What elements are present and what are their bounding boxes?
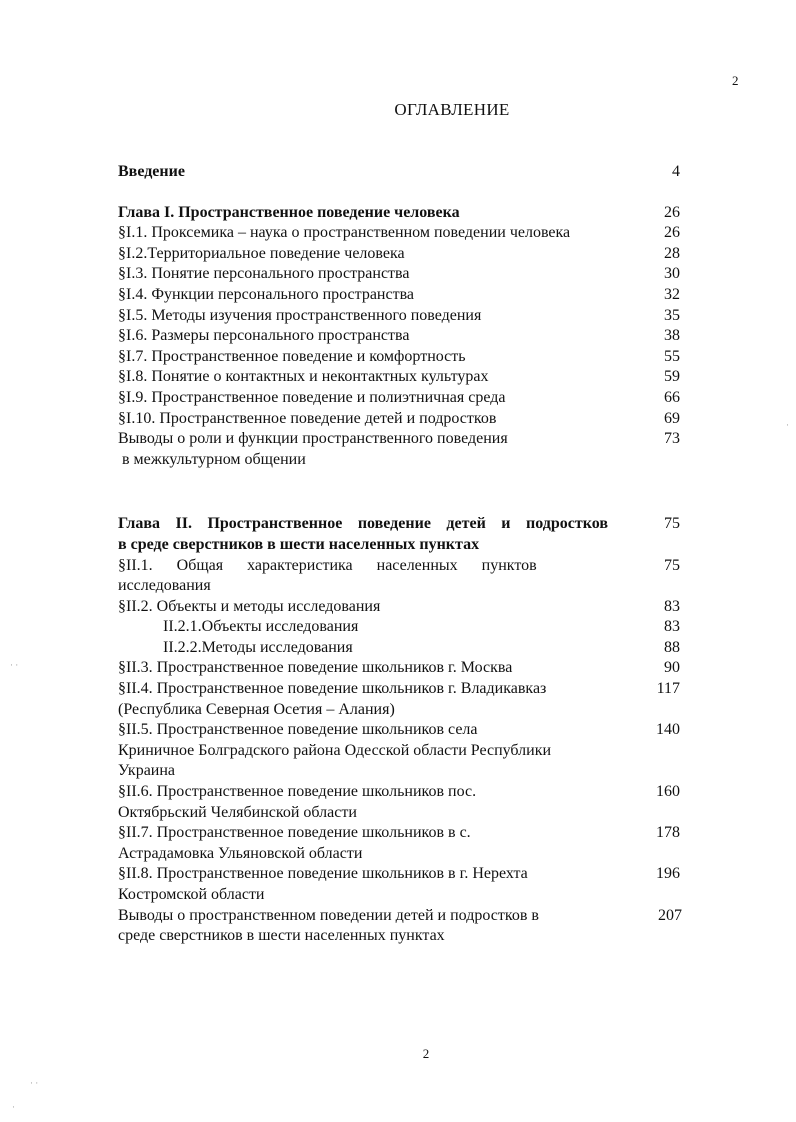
toc-entry-title: §I.4. Функции персонального пространства (118, 285, 415, 303)
toc-entry-page: 90 (664, 659, 680, 677)
toc-entry[interactable] (118, 597, 684, 618)
toc-entry-title: §I.8. Понятие о контактных и неконтактных культурах (118, 368, 489, 386)
toc-entry-title: §I.1. Проксемика – наука о пространственном поведении человека (118, 224, 571, 242)
toc-line: §II.7. Пространственное поведение школьников в с. (118, 824, 471, 842)
scan-speck: · (786, 420, 789, 430)
toc-entry-title: II.2.2.Методы исследования (163, 638, 353, 656)
toc-entry-page: 75 (664, 515, 680, 533)
toc-line: Костромской области (118, 886, 265, 903)
toc-entry[interactable] (118, 679, 684, 720)
toc-line: §II.5. Пространственное поведение школьников села (118, 721, 478, 739)
toc-line: Выводы о пространственном поведении детей и подростков в (118, 906, 539, 924)
toc-heading: ОГЛАВЛЕНИЕ (394, 100, 510, 119)
toc-entry[interactable] (118, 782, 684, 823)
toc-entry-page: 207 (658, 906, 682, 924)
toc-entry-page: 196 (656, 865, 680, 883)
toc-line: в межкультурном общении (118, 450, 306, 468)
table-of-contents (118, 162, 684, 947)
toc-entry-title: §I.9. Пространственное поведение и полиэтничная среда (118, 388, 506, 406)
toc-line: исследования (118, 577, 211, 595)
toc-entry-title: §I.2.Территориальное поведение человека (118, 244, 405, 262)
toc-entry-title (118, 823, 608, 864)
toc-entry-page: 4 (672, 163, 680, 180)
toc-entry-title (118, 864, 608, 905)
toc-entry-title: §I.3. Понятие персонального пространства (118, 265, 410, 283)
toc-entry[interactable] (118, 658, 684, 679)
toc-entry-title: §I.10. Пространственное поведение детей и подростков (118, 409, 497, 427)
toc-line: (Республика Северная Осетия – Алания) (118, 700, 395, 718)
toc-entry-page: 117 (656, 680, 680, 698)
toc-entry-page: 66 (664, 388, 680, 406)
toc-entry-page: 178 (656, 824, 680, 842)
toc-entry-page: 69 (664, 409, 680, 427)
toc-line: §II.8. Пространственное поведение школьников в г. Нерехта (118, 865, 528, 883)
toc-entry-page: 83 (664, 618, 680, 636)
toc-entry-title (118, 429, 608, 470)
toc-entry-title (118, 720, 608, 782)
toc-line: Выводы о роли и функции пространственного поведения (118, 430, 508, 448)
page-number-top: 2 (732, 73, 739, 88)
toc-entry-page: 88 (664, 638, 680, 656)
toc-entry-page: 140 (656, 721, 680, 739)
toc-entry[interactable] (118, 223, 684, 244)
page-number-bottom: 2 (422, 1046, 430, 1061)
toc-line: §II.4. Пространственное поведение школьников г. Владикавказ (118, 680, 547, 698)
toc-line: Астрадамовка Ульяновской области (118, 844, 363, 862)
toc-chapter-2[interactable] (118, 514, 684, 555)
toc-entry[interactable] (118, 409, 684, 430)
toc-entry-title (118, 679, 608, 720)
toc-entry-page: 26 (664, 203, 680, 221)
toc-chapter-title (118, 514, 608, 555)
toc-entry-page: 28 (664, 244, 680, 262)
toc-entry-page: 38 (664, 327, 680, 345)
toc-subentry[interactable] (118, 638, 684, 659)
toc-entry-page: 26 (664, 224, 680, 242)
toc-entry-title (118, 556, 608, 597)
toc-entry-page: 35 (664, 306, 680, 324)
scan-speck: · (12, 1102, 15, 1112)
toc-chapter-title: Глава I. Пространственное поведение человека (118, 203, 460, 221)
toc-entry[interactable] (118, 306, 684, 327)
toc-line: §II.1. Общая характеристика населенных пунктов (118, 556, 537, 574)
toc-entry[interactable] (118, 388, 684, 409)
toc-entry[interactable] (118, 326, 684, 347)
toc-entry-page: 55 (664, 347, 680, 365)
toc-entry-page: 75 (664, 556, 680, 574)
toc-entry-page: 32 (664, 285, 680, 303)
toc-entry-title (118, 906, 608, 947)
toc-entry-page: 59 (664, 368, 680, 386)
toc-entry-title: Введение (118, 163, 185, 180)
toc-entry-title: §I.6. Размеры персонального пространства (118, 327, 410, 345)
toc-line: в среде сверстников в шести населенных пунктах (118, 535, 480, 553)
toc-entry-page: 73 (664, 430, 680, 448)
toc-entry-title: §I.5. Методы изучения пространственного поведения (118, 306, 482, 324)
toc-line: Октябрьский Челябинской области (118, 803, 357, 821)
toc-line: Глава II. Пространственное поведение детей и подростков (118, 515, 608, 533)
scan-speck: · · (30, 1078, 39, 1088)
toc-entry-title (118, 782, 608, 823)
toc-entry[interactable] (118, 864, 684, 905)
toc-entry[interactable] (118, 556, 684, 597)
toc-entry[interactable] (118, 285, 684, 306)
toc-line: Криничное Болградского района Одесской области Республики (118, 741, 552, 759)
toc-entry-intro[interactable] (118, 162, 684, 183)
toc-line: среде сверстников в шести населенных пунктах (118, 927, 445, 945)
toc-chapter-1[interactable] (118, 203, 684, 224)
toc-subentry[interactable] (118, 617, 684, 638)
toc-entry-page: 160 (656, 783, 680, 801)
toc-line: §II.6. Пространственное поведение школьников пос. (118, 783, 477, 801)
toc-entry[interactable] (118, 264, 684, 285)
toc-entry-conclusions[interactable] (118, 906, 684, 947)
toc-entry[interactable] (118, 347, 684, 368)
toc-entry-title: §II.3. Пространственное поведение школьников г. Москва (118, 659, 513, 677)
scan-speck: · · (10, 660, 19, 670)
toc-entry[interactable] (118, 823, 684, 864)
toc-line: Украина (118, 762, 176, 780)
toc-entry-title: §I.7. Пространственное поведение и комфортность (118, 347, 466, 365)
toc-entry-page: 83 (664, 597, 680, 615)
toc-entry-title: §II.2. Объекты и методы исследования (118, 597, 381, 615)
toc-entry[interactable] (118, 367, 684, 388)
toc-entry[interactable] (118, 244, 684, 265)
toc-entry-conclusions[interactable] (118, 429, 684, 470)
toc-entry-title: II.2.1.Объекты исследования (163, 618, 359, 636)
toc-entry-page: 30 (664, 265, 680, 283)
toc-entry[interactable] (118, 720, 684, 782)
